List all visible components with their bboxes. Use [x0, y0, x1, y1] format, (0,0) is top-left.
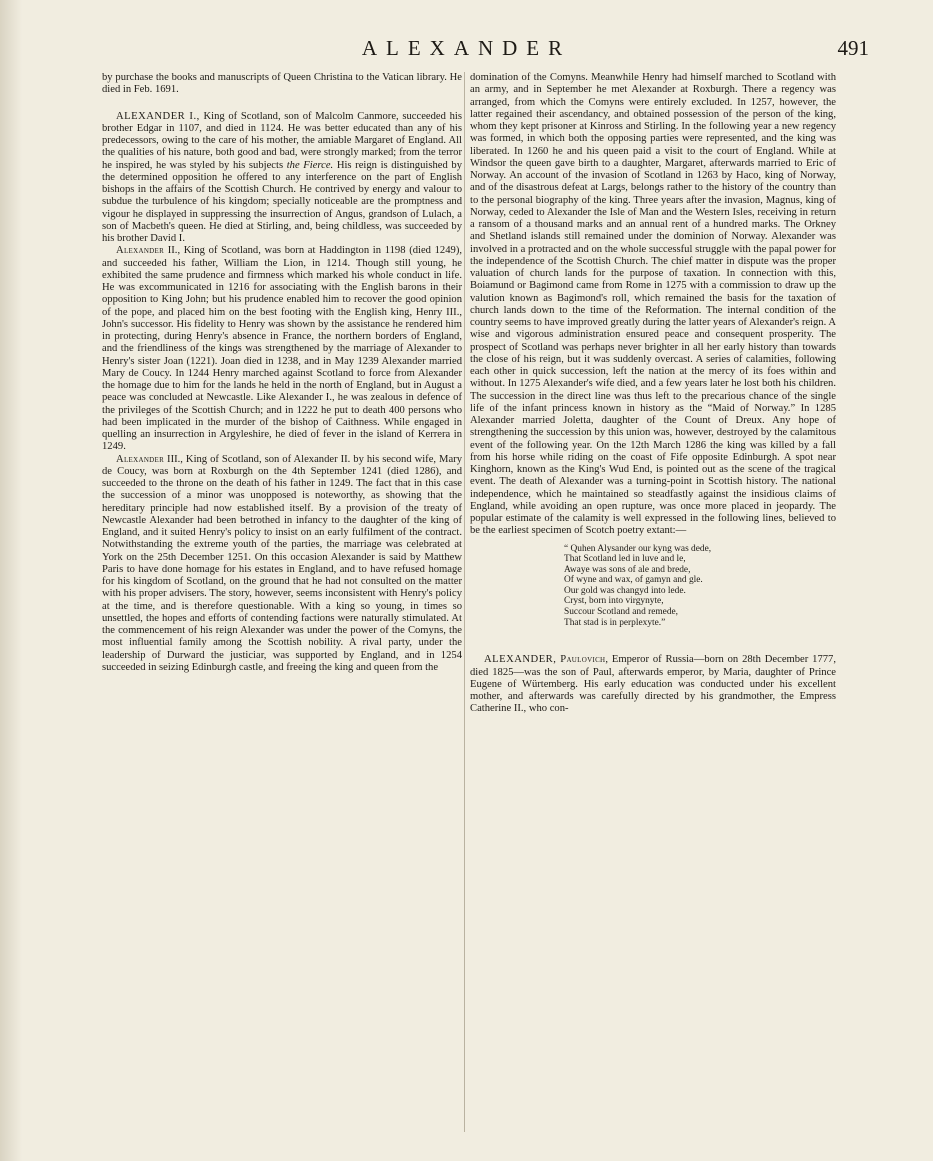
entry-alexander-iii [102, 454, 462, 675]
page-number: 491 [837, 36, 869, 60]
entry-alexander-ii [102, 245, 462, 453]
entry-headword: ALEXANDER I., [116, 110, 200, 122]
continued-paragraph: domination of the Comyns. Meanwhile Henry had himself marched to Scotland with an army, and in September he met Alexander at Roxburgh. There a regency was arranged, from which the Comyns were entirely excluded. In 1257, however, the latter regained their ascendancy, and obtained possession of the person of the king, whom they kept prisoner at Kinross and Stirling. In the following year a new regency was formed, in which both the opposing parties were represented, and the king was liberated. In 1260 he and his queen paid a visit to the court of England. While at Windsor the queen gave birth to a daughter, Margaret, afterwards married to Eric of Norway. An account of the invasion of Scotland in 1263 by Haco, king of Norway, and of the disastrous defeat at Largs, belongs rather to the history of the country than to the personal biography of the king. Three years after the invasion, Magnus, king of Norway, ceded to Alexander the Isle of Man and the Western Isles, receiving in return a ransom of a thousand marks and an annual rent of a hundred marks. The Orkney and Shetland islands still remained under the dominion of Norway. Alexander was involved in a protracted and on the whole successful struggle with the papal power for the independence of the Scottish Church. The chief matter in dispute was the proper valuation of church lands for the purpose of taxation. In connection with this, Boiamund or Bagimond came from Rome in 1275 with a commission to draw up the valution known as Bagimond's roll, which remained the basis for the taxation of church lands down to the time of the Reformation. The internal condition of the country seems to have improved greatly during the latter years of Alexander's reign. A wise and vigorous administration ensured peace and consequent prosperity. The prospect of Scotland was perhaps never brighter in all her early history than towards the close of his reign, but it was suddenly overcast. A series of calamities, following each other in quick succession, left the nation at the mercy of its foes within and without. In 1275 Alexander's wife died, and a few years later he lost both his children. The succession in the direct line was thus left to the precarious chance of the single life of the infant princess known in history as the “Maid of Norway.” In 1285 Alexander married Joletta, daughter of the Count of Dreux. Any hope of strengthening the succession by this union was, however, destroyed by the calamitous event of the following year. On the 12th March 1286 the king was killed by a fall from his horse while riding on the coast of Fife opposite Edinburgh. A spot near Kinghorn, known as the King's Wud End, is pointed out as the scene of the tragical event. The death of Alexander was a turning-point in Scottish history. The national independence, which he maintained so steadfastly against the insidious claims of England, while avoiding an open rupture, was once more placed in jeopardy. The popular estimate of the calamity is well expressed in the following lines, believed to be the earliest specimen of Scotch poetry extant:— [470, 72, 836, 537]
left-column [102, 72, 462, 674]
entry-alexander-paulovich [470, 654, 836, 715]
entry-headword: ALEXANDER, [484, 654, 557, 666]
poem-quotation [564, 544, 836, 629]
entry-headword: Alexander [116, 245, 165, 257]
entry-headword: Alexander [116, 453, 165, 465]
poem-line: Of wyne and wax, of gamyn and gle. [564, 575, 703, 586]
page-header [0, 36, 933, 66]
continued-paragraph: by purchase the books and manuscripts of Queen Christina to the Vatican library. He died in Feb. 1691. [102, 72, 462, 96]
poem-line: Our gold was changyd into lede. [564, 585, 686, 596]
binding-shadow [0, 0, 22, 1161]
poem-line: Awaye was sons of ale and brede, [564, 564, 691, 575]
entry-text: His reign is distinguished by the determined opposition he offered to any interference on the part of English bishops in the affairs of the Scottish Church. He contrived by energy and valour to subdue the turbulence of his kingdom; specially noticeable are the promptness and vigour he displayed in suppressing the insurrection of Angus, grandson of Lulach, a son of Macbeth's queen. He died at Stirling, and, being childless, was succeeded by his brother David I. [102, 159, 462, 244]
column-rule [464, 72, 465, 1132]
poem-line: Succour Scotland and remede, [564, 607, 679, 618]
entry-text: , Emperor of Russia—born on 28th December 1777, died 1825—was the son of Paul, afterwards emperor, by Maria, daughter of Prince Eugene of Würtemberg. His early education was conducted under his excellent mother, and afterwards was carefully directed by his grandmother, the Empress Catherine II., who con- [470, 654, 836, 715]
entry-patronymic: Paulovich [560, 654, 606, 666]
running-head: ALEXANDER [361, 36, 572, 60]
entry-alexander-i [102, 111, 462, 246]
right-column [470, 72, 836, 716]
entry-text: II., King of Scotland, was born at Haddington in 1198 (died 1249), and succeeded his father, William the Lion, in 1214. Though still young, he exhibited the same prudence and firmness which marked his whole conduct in life. He was excommunicated in 1216 for associating with the English barons in their opposition to King John; but his prudence enabled him to recover the good opinion of the pope, and placed him on the best footing with the English king, Henry III., John's successor. His fidelity to Henry was shown by the assistance he rendered him in protecting, during Henry's absence in France, the northern borders of England, and the friendliness of the kings was strengthened by the marriage of Alexander to Henry's sister Joan (1221). Joan died in 1238, and in May 1239 Alexander married Mary de Coucy. In 1244 Henry marched against Scotland to force from Alexander the homage due to him for the lands he held in the north of England, but in August a peace was concluded at Newcastle. Like Alexander I., he was zealous in defence of the privileges of the Scottish Church; and in 1222 he put to death 400 persons who had been implicated in the murder of the bishop of Caithness. While engaged in quelling an insurrection in Argyleshire, he died of fever in the island of Kerrera in 1249. [102, 245, 462, 453]
entry-text: King of Scotland, son of Malcolm Canmore, succeeded his brother Edgar in 1107, and died in 1124. He was better educated than any of his predecessors, owing to the care of his mother, the amiable Margaret of England. All the qualities of his nature, both good and bad, were strongly marked; from the terror he inspired, he was styled by his subjects [102, 110, 462, 171]
entry-epithet: the Fierce. [286, 159, 334, 171]
poem-line: That stad is in perplexyte.” [564, 617, 666, 628]
entry-text: III., King of Scotland, son of Alexander II. by his second wife, Mary de Coucy, was born at Roxburgh on the 4th September 1241 (died 1286), and succeeded to the throne on the death of his father in 1249. The fact that in this case the succession of a minor was unopposed is noteworthy, as showing that the hereditary principle had now established itself. By a provision of the treaty of Newcastle Alexander had been betrothed in infancy to the daughter of the king of England, and it suited Henry's policy to insist on an early fulfilment of the contract. Notwithstanding the extreme youth of the parties, the marriage was celebrated at York on the 25th December 1251. On this occasion Alexander is said by Matthew Paris to have done homage for his estates in England, and to have refused homage for his kingdom of Scotland, on the ground that he had not consulted on the matter with his proper advisers. The story, however, seems inconsistent with Henry's policy at the time, and is therefore questionable. With a king so young, in times so unsettled, the hopes and efforts of contending factions were naturally stimulated. At the commencement of his reign Alexander was under the power of the Comyns, the most influential family among the Scottish nobility. A rival party, under the leadership of Durward the justiciar, was supported by England, and in 1254 succeeded in seizing Edinburgh castle, and freeing the king and queen from the [102, 453, 462, 673]
poem-line: Cryst, born into virgynyte, [564, 596, 664, 607]
poem-line: “ Quhen Alysander our kyng was dede, [564, 543, 712, 554]
poem-line: That Scotland led in luve and le, [564, 554, 686, 565]
